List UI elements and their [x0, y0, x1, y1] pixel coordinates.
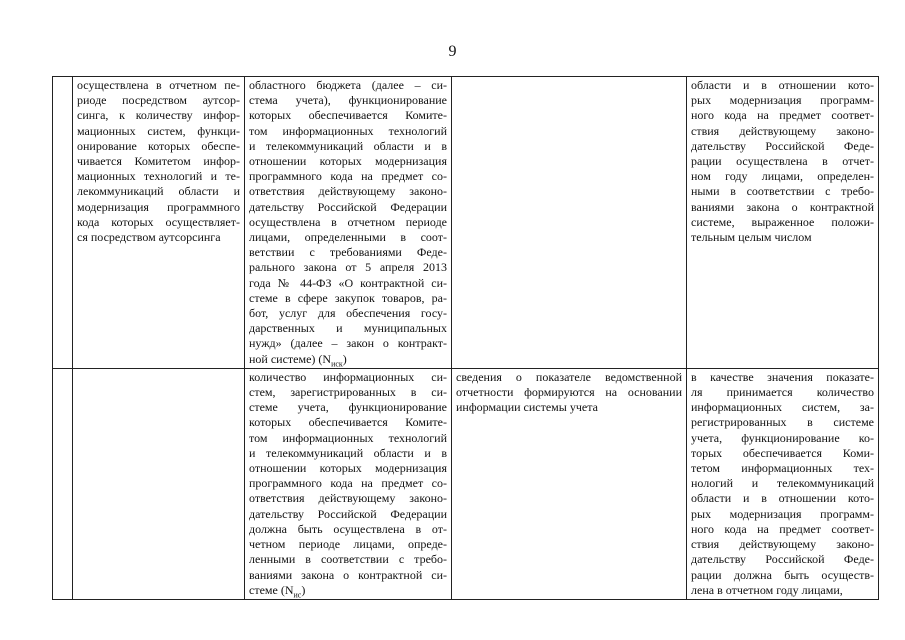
- table-cell-index: [53, 77, 73, 369]
- text-line: чивается Комитетом инфор-: [77, 154, 240, 169]
- text-line: ного кода на предмет соответ-: [691, 108, 874, 123]
- text-line: дательству Российской Федерации: [249, 199, 447, 214]
- text-line: дательству Российской Феде-: [691, 138, 874, 153]
- text-line: нужд» (далее – закон о контракт-: [249, 336, 447, 351]
- indicator-subscript: иск: [331, 359, 343, 369]
- text-line: дательству Российской Феде-: [691, 552, 874, 567]
- text-line: рации осуществлена в отчет-: [691, 154, 874, 169]
- table-cell: [687, 77, 879, 369]
- text-line: области и в отношении кото-: [691, 78, 874, 92]
- text-line: рации должна быть осуществ-: [691, 567, 874, 582]
- text-line: рых модернизация программ-: [691, 93, 874, 108]
- text-line: отчетности формируются на основании: [456, 385, 682, 400]
- text-line: регистрированных в системе: [691, 415, 874, 430]
- text-line: стеме в сфере закупок товаров, ра-: [249, 290, 447, 305]
- text-line: ся посредством аутсорсинга: [77, 230, 221, 245]
- text-line: в качестве значения показате-: [691, 369, 874, 384]
- text-line: программного кода на предмет со-: [249, 169, 447, 184]
- text-line: торых обеспечивается Коми-: [691, 445, 874, 460]
- table-cell: [245, 368, 452, 599]
- text-line: лицами, определенными в соот-: [249, 230, 447, 245]
- text-line: стеме учета, функционирование: [249, 400, 447, 415]
- text-line: ной системе) $(N_{иск})$: [249, 351, 347, 369]
- table-row: [53, 77, 879, 369]
- text-line: ваниями закона о контрактной: [691, 199, 874, 214]
- text-line: лекоммуникаций области и: [77, 184, 240, 199]
- text-line: стема учета), функционирование: [249, 93, 447, 108]
- text-line: модернизация программного: [77, 199, 240, 214]
- text-line: учета, функционирование ко-: [691, 430, 874, 445]
- text-line: и телекоммуникаций области и в: [249, 138, 447, 153]
- text-line: ном году лицами, определен-: [691, 169, 874, 184]
- text-line: ного кода на предмет соответ-: [691, 521, 874, 536]
- text-line: ными в соответствии с требо-: [691, 184, 874, 199]
- text-line: которых обеспечивается Комите-: [249, 108, 447, 123]
- text-line: ля принимается количество: [691, 385, 874, 400]
- text-line: области и в отношении кото-: [691, 491, 874, 506]
- indicator-suffix: ): [301, 582, 306, 597]
- indicator-table: [52, 76, 879, 600]
- table-cell: [452, 368, 687, 599]
- indicator-suffix: ): [342, 351, 347, 366]
- text-line: ветствии с требованиями Феде-: [249, 245, 447, 260]
- text-line: том информационных технологий: [249, 430, 447, 445]
- text-line: дательству Российской Федерации: [249, 506, 447, 521]
- text-line: отношении которых модернизация: [249, 461, 447, 476]
- text-line: бот, услуг для обеспечения госу-: [249, 306, 447, 321]
- text-line: рального закона от 5 апреля 2013: [249, 260, 447, 275]
- text-line: нологий и телекоммуникаций: [691, 476, 874, 491]
- text-line: информационных систем, за-: [691, 400, 874, 415]
- text-line: лена в отчетном году лицами,: [691, 582, 843, 597]
- text-line: тетом информационных тех-: [691, 461, 874, 476]
- text-line: мационных технологий и те-: [77, 169, 240, 184]
- text-line: отношении которых модернизация: [249, 154, 447, 169]
- page-number: 9: [448, 43, 457, 60]
- text-line: системе, выраженное положи-: [691, 214, 874, 229]
- text-line: дарственных и муниципальных: [249, 321, 447, 336]
- indicator-subscript: ис: [293, 590, 302, 600]
- text-line: стеме $(N_{ис})$: [249, 582, 306, 600]
- text-line: года № 44-ФЗ «О контрактной си-: [249, 275, 447, 290]
- table-cell: [245, 77, 452, 369]
- text-line: ленными в соответствии с требо-: [249, 552, 447, 567]
- table-cell: [73, 77, 245, 369]
- text-line: ствия действующему законо-: [691, 537, 874, 552]
- text-line: количество информационных си-: [249, 369, 447, 384]
- table-cell: [687, 368, 879, 599]
- text-line: синга, к количеству инфор-: [77, 108, 240, 123]
- text-line: риоде посредством аутсор-: [77, 93, 240, 108]
- text-line: ваниями закона о контрактной си-: [249, 567, 447, 582]
- text-line: ответствия действующему законо-: [249, 184, 447, 199]
- text-line: и телекоммуникаций области и в: [249, 445, 447, 460]
- text-line: сведения о показателе ведомственной: [456, 369, 682, 384]
- table-cell-index: [53, 368, 73, 599]
- text-line: должна быть осуществлена в от-: [249, 521, 447, 536]
- text-line: ствия действующему законо-: [691, 123, 874, 138]
- text-line: кода которых осуществляет-: [77, 214, 240, 229]
- text-line: осуществлена в отчетном пе-: [77, 78, 240, 92]
- text-line: стем, зарегистрированных в си-: [249, 385, 447, 400]
- text-line: мационных систем, функци-: [77, 123, 240, 138]
- table-cell: [452, 77, 687, 369]
- text-line: осуществлена в отчетном периоде: [249, 214, 447, 229]
- text-line: онирование которых обеспе-: [77, 138, 240, 153]
- table-cell: [73, 368, 245, 599]
- text-line: областного бюджета (далее – си-: [249, 78, 447, 92]
- text-line: программного кода на предмет со-: [249, 476, 447, 491]
- table-row: [53, 368, 879, 599]
- text-line: рых модернизация программ-: [691, 506, 874, 521]
- text-line: тельным целым числом: [691, 230, 812, 245]
- text-line: том информационных технологий: [249, 123, 447, 138]
- text-line: четном периоде лицами, опреде-: [249, 537, 447, 552]
- text-line: которых обеспечивается Комите-: [249, 415, 447, 430]
- text-line: ответствия действующему законо-: [249, 491, 447, 506]
- text-line: информации системы учета: [456, 400, 598, 415]
